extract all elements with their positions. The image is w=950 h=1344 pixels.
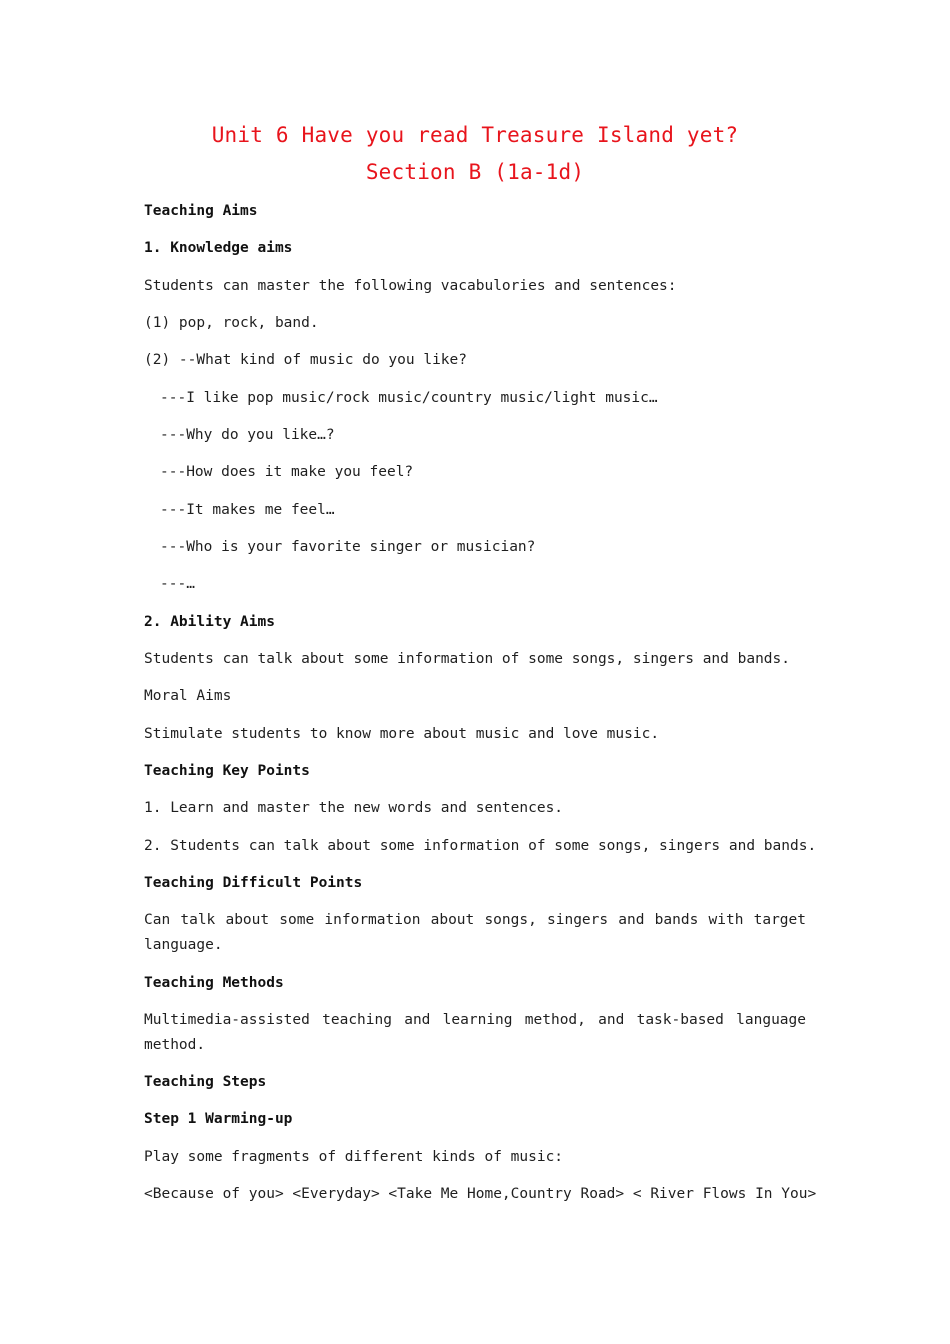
ability-aims-text: Students can talk about some information of some songs, singers and bands.	[144, 651, 791, 667]
step-1-heading: Step 1 Warming-up	[144, 1111, 293, 1127]
ability-aims-heading: 2. Ability Aims	[144, 614, 275, 630]
key-points-heading: Teaching Key Points	[144, 763, 310, 779]
dialogue-line: ---…	[160, 576, 195, 592]
dialogue-line: ---How does it make you feel?	[160, 464, 414, 480]
teaching-methods-heading: Teaching Methods	[144, 975, 284, 991]
step-1-text: Play some fragments of different kinds of music:	[144, 1149, 564, 1165]
knowledge-aims-intro: Students can master the following vacabulories and sentences:	[144, 278, 677, 294]
difficult-points-text: Can talk about some information about songs, singers and bands with target language.	[144, 912, 806, 953]
key-point-item: 1. Learn and master the new words and sentences.	[144, 800, 564, 816]
knowledge-item-2: (2) --What kind of music do you like?	[144, 352, 468, 368]
dialogue-line: ---I like pop music/rock music/country music/light music…	[160, 390, 658, 406]
moral-aims-heading: Moral Aims	[144, 688, 232, 704]
document-subtitle: Section B (1a-1d)	[365, 160, 585, 184]
dialogue-line: ---Who is your favorite singer or musician?	[160, 539, 536, 555]
difficult-points-heading: Teaching Difficult Points	[144, 875, 363, 891]
dialogue-line: ---It makes me feel…	[160, 502, 335, 518]
song-list: <Because of you> <Everyday> <Take Me Home,Country Road> < River Flows In You>	[144, 1186, 817, 1202]
document-title: Unit 6 Have you read Treasure Island yet?	[211, 123, 739, 147]
key-point-item: 2. Students can talk about some information of some songs, singers and bands.	[144, 838, 817, 854]
teaching-methods-text: Multimedia-assisted teaching and learning method, and task-based language method.	[144, 1012, 806, 1053]
knowledge-item-1: (1) pop, rock, band.	[144, 315, 319, 331]
knowledge-aims-heading: 1. Knowledge aims	[144, 240, 293, 256]
moral-aims-text: Stimulate students to know more about music and love music.	[144, 726, 660, 742]
dialogue-line: ---Why do you like…?	[160, 427, 335, 443]
teaching-steps-heading: Teaching Steps	[144, 1074, 267, 1090]
teaching-aims-heading: Teaching Aims	[144, 203, 258, 219]
